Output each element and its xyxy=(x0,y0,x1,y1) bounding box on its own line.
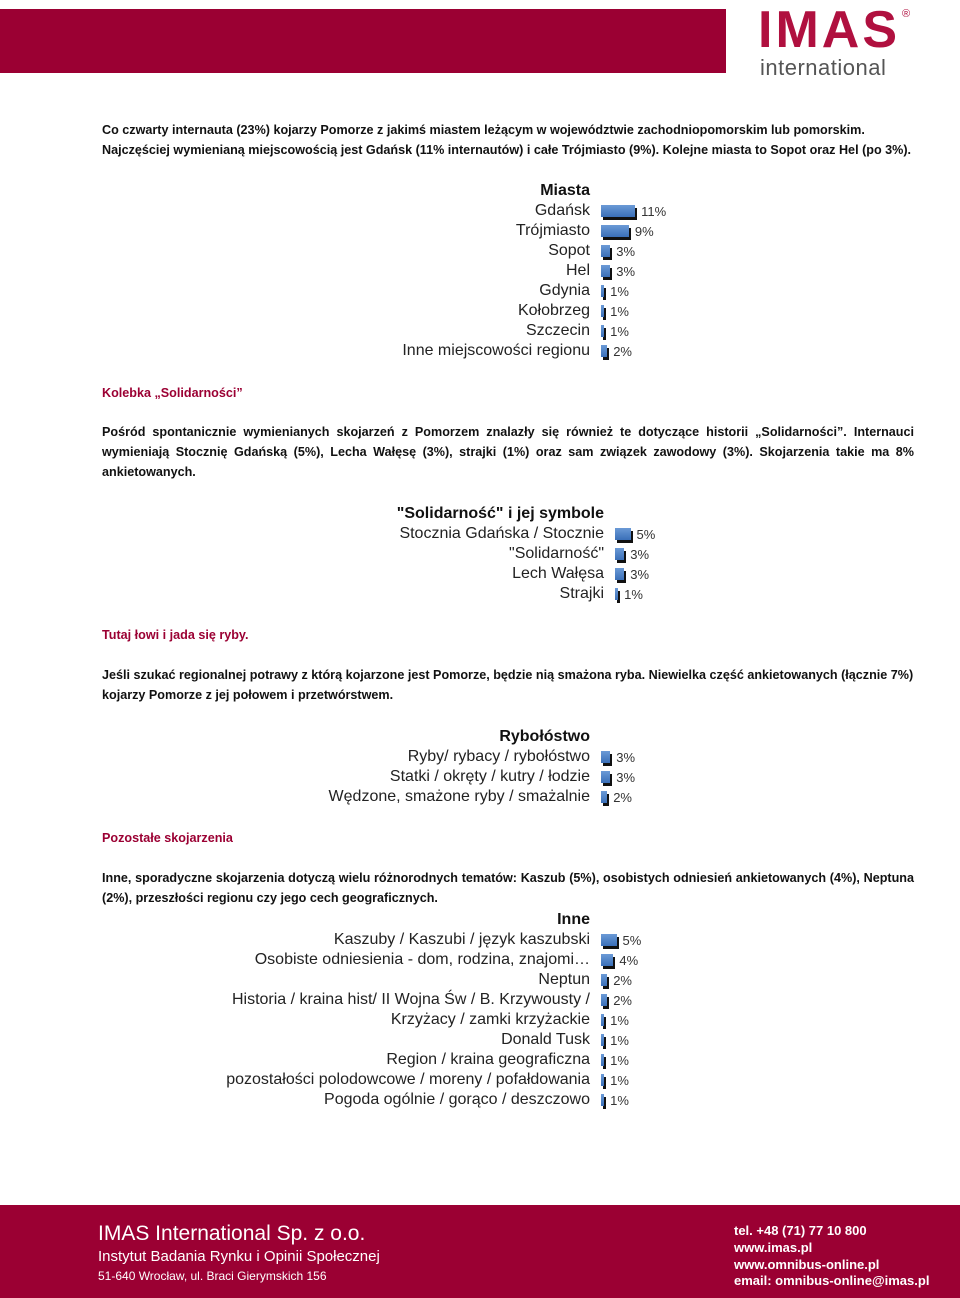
chart-title: Inne xyxy=(557,911,590,928)
category-label: Pogoda ogólnie / gorąco / deszczowo xyxy=(324,1091,590,1108)
value-label: 3% xyxy=(630,547,650,562)
category-label: "Solidarność" xyxy=(509,545,604,562)
bar xyxy=(601,305,604,317)
value-label: 1% xyxy=(624,587,643,602)
category-label: Statki / okręty / kutry / łodzie xyxy=(389,768,590,785)
section-heading-solidarnosc: Kolebka „Solidarności” xyxy=(102,386,243,400)
logo-subtitle: international xyxy=(760,55,887,80)
value-label: 2% xyxy=(613,790,632,805)
chart-title: Rybołóstwo xyxy=(499,728,590,745)
registered-mark: ® xyxy=(902,8,911,20)
value-label: 3% xyxy=(616,264,636,279)
bar xyxy=(601,345,607,357)
value-label: 2% xyxy=(613,344,632,359)
value-label: 1% xyxy=(610,1073,629,1088)
inne-paragraph: Inne, sporadyczne skojarzenia dotyczą wielu różnorodnych tematów: Kaszub (5%), osobistych odniesień ankietowanych (4%), Neptuna (2%), przeszłości regionu czy jego cech geograficznych. xyxy=(102,871,914,905)
category-label: Osobiste odniesienia - dom, rodzina, znajomi… xyxy=(254,951,590,968)
footer xyxy=(0,1205,960,1298)
chart-title: "Solidarność" i jej symbole xyxy=(396,505,604,522)
chart-title: Miasta xyxy=(540,182,590,199)
footer-email[interactable]: email: omnibus-online@imas.pl xyxy=(734,1273,930,1288)
footer-web-omnibus[interactable]: www.omnibus-online.pl xyxy=(734,1257,880,1272)
footer-phone: tel. +48 (71) 77 10 800 xyxy=(734,1223,867,1238)
footer-web-imas[interactable]: www.imas.pl xyxy=(734,1240,813,1255)
bar xyxy=(601,934,617,946)
value-label: 3% xyxy=(630,567,650,582)
bar xyxy=(601,325,604,337)
value-label: 9% xyxy=(634,224,654,239)
category-label: Inne miejscowości regionu xyxy=(402,342,590,359)
category-label: Sopot xyxy=(548,242,590,259)
value-label: 1% xyxy=(610,1033,629,1048)
value-label: 2% xyxy=(613,973,632,988)
header-band xyxy=(0,9,726,73)
value-label: 1% xyxy=(610,304,629,319)
bar xyxy=(615,588,618,600)
category-label: Ryby/ rybacy / rybołóstwo xyxy=(407,748,590,765)
category-label: Stocznia Gdańska / Stocznie xyxy=(399,525,604,542)
imas-logo: IMAS xyxy=(758,1,900,59)
bar xyxy=(615,528,631,540)
bar xyxy=(601,974,607,986)
value-label: 1% xyxy=(610,324,629,339)
category-label: Strajki xyxy=(559,585,604,602)
bar xyxy=(601,791,607,803)
category-label: Region / kraina geograficzna xyxy=(386,1051,590,1068)
value-label: 5% xyxy=(636,527,656,542)
category-label: Lech Wałęsa xyxy=(512,565,604,582)
value-label: 5% xyxy=(622,933,642,948)
value-label: 3% xyxy=(616,244,636,259)
value-label: 4% xyxy=(619,953,639,968)
bar xyxy=(601,771,610,783)
bar xyxy=(601,1094,604,1106)
category-label: Kaszuby / Kaszubi / język kaszubski xyxy=(333,931,590,948)
bar xyxy=(601,1014,604,1026)
bar xyxy=(601,954,613,966)
bar xyxy=(601,994,607,1006)
category-label: Historia / kraina hist/ II Wojna Św / B. Krzywousty / xyxy=(231,991,590,1008)
bar xyxy=(615,568,624,580)
bar xyxy=(601,751,610,763)
value-label: 1% xyxy=(610,1053,629,1068)
category-label: Kołobrzeg xyxy=(517,302,590,319)
value-label: 1% xyxy=(610,1013,629,1028)
category-label: pozostałości polodowcowe / moreny / pofałdowania xyxy=(226,1071,590,1088)
value-label: 1% xyxy=(610,284,629,299)
value-label: 2% xyxy=(613,993,632,1008)
value-label: 3% xyxy=(616,750,636,765)
footer-company: IMAS International Sp. z o.o. xyxy=(98,1222,366,1245)
category-label: Wędzone, smażone ryby / smażalnie xyxy=(328,788,590,805)
category-label: Szczecin xyxy=(525,322,590,339)
category-label: Neptun xyxy=(538,971,590,988)
value-label: 1% xyxy=(610,1093,629,1108)
value-label: 11% xyxy=(641,204,667,219)
category-label: Donald Tusk xyxy=(501,1031,590,1048)
footer-institute: Instytut Badania Rynku i Opinii Społecznej xyxy=(98,1248,380,1265)
bar xyxy=(601,225,629,237)
solidarnosc-paragraph: Pośród spontanicznie wymienianych skojarzeń z Pomorzem znalazły się również te dotyczące historii „Solidarności”. Internauci wymieniają Stocznię Gdańską (5%), Lecha Wałęsę (3%), strajki (1%) oraz sam związek zawodowy (3%). Skojarzenia takie ma 8% ankietowanych. xyxy=(102,425,914,479)
bar xyxy=(601,1054,604,1066)
category-label: Trójmiasto xyxy=(515,222,590,239)
category-label: Krzyżacy / zamki krzyżackie xyxy=(390,1011,590,1028)
bar xyxy=(601,285,604,297)
section-heading-inne: Pozostałe skojarzenia xyxy=(102,831,233,845)
section-heading-ryby: Tutaj łowi i jada się ryby. xyxy=(102,628,249,642)
bar xyxy=(601,265,610,277)
bar xyxy=(601,1034,604,1046)
footer-address: 51-640 Wrocław, ul. Braci Gierymskich 156 xyxy=(98,1269,327,1283)
category-label: Hel xyxy=(565,262,590,279)
ryby-paragraph: Jeśli szukać regionalnej potrawy z którą kojarzone jest Pomorze, będzie nią smażona ryba. Niewielka część ankietowanych (łącznie 7%) kojarzy Pomorze z jej połowem i przetwórstwem. xyxy=(102,668,914,702)
value-label: 3% xyxy=(616,770,636,785)
bar xyxy=(601,1074,604,1086)
intro-paragraph: Co czwarty internauta (23%) kojarzy Pomorze z jakimś miastem leżącym w województwie zachodniopomorskim lub pomorskim. Najczęściej wymienianą miejscowością jest Gdańsk (11% internautów) i całe Trójmiasto (9%). Kolejne miasta to Sopot oraz Hel (po 3%). xyxy=(102,123,912,157)
bar xyxy=(601,245,610,257)
category-label: Gdańsk xyxy=(534,202,590,219)
bar xyxy=(615,548,624,560)
category-label: Gdynia xyxy=(539,282,590,299)
bar xyxy=(601,205,635,217)
